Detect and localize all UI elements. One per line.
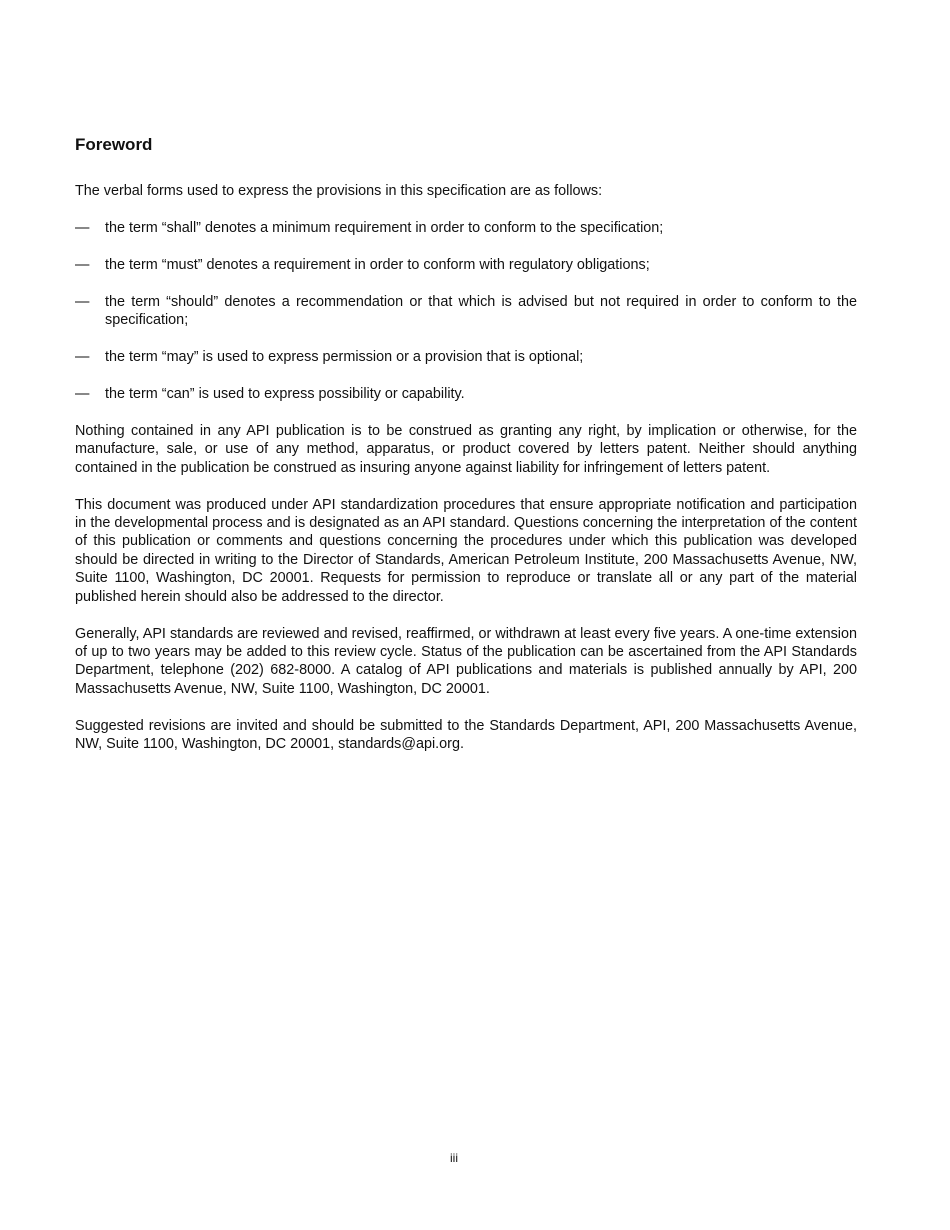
list-item-text: the term “shall” denotes a minimum requirement in order to conform to the specification; <box>105 219 664 236</box>
intro-paragraph: The verbal forms used to express the provisions in this specification are as follows: <box>75 183 603 199</box>
patent-paragraph: Nothing contained in any API publication is to be construed as granting any right, by implication or otherwise, for the manufacture, sale, or use of any method, apparatus, or product covered by letters patent. Neither should anything contained in the publication be construed as insuring anyone against liability for infringement of letters patent. <box>75 422 857 476</box>
verbal-forms-list <box>75 219 857 403</box>
page-title: Foreword <box>75 135 153 154</box>
list-item-text: the term “may” is used to express permission or a provision that is optional; <box>105 349 584 366</box>
list-item <box>75 293 857 330</box>
review-cycle-paragraph: Generally, API standards are reviewed and revised, reaffirmed, or withdrawn at least every five years. A one-time extension of up to two years may be added to this review cycle. Status of the publication can be ascertained from the API Standards Department, telephone (202) 682-8000. A catalog of API publications and materials is published annually by API, 200 Massachusetts Avenue, NW, Suite 1100, Washington, DC 20001. <box>75 625 857 697</box>
document-page <box>75 0 857 1230</box>
list-dash: — <box>75 219 90 236</box>
document-body <box>75 182 857 772</box>
list-item <box>75 256 857 274</box>
list-dash: — <box>75 349 90 366</box>
list-item-text: the term “should” denotes a recommendation or that which is advised but not required in order to conform to the specification; <box>105 293 857 329</box>
list-item-text: the term “can” is used to express possibility or capability. <box>105 385 465 402</box>
standardization-paragraph: This document was produced under API standardization procedures that ensure appropriate notification and participation in the developmental process and is designated as an API standard. Questions concerning the interpretation of the content of this publication or comments and questions concerning the procedures under which this publication was developed should be directed in writing to the Director of Standards, American Petroleum Institute, 200 Massachusetts Avenue, NW, Suite 1100, Washington, DC 20001. Requests for permission to reproduce or translate all or any part of the material published herein should also be addressed to the director. <box>75 496 857 605</box>
revisions-paragraph: Suggested revisions are invited and should be submitted to the Standards Department, API, 200 Massachusetts Avenue, NW, Suite 1100, Washington, DC 20001, standards@api.org. <box>75 717 857 753</box>
list-dash: — <box>75 293 90 310</box>
list-item <box>75 348 857 366</box>
list-dash: — <box>75 256 90 273</box>
list-item <box>75 219 857 237</box>
list-item-text: the term “must” denotes a requirement in order to conform with regulatory obligations; <box>105 256 650 273</box>
list-dash: — <box>75 385 90 402</box>
page-number: iii <box>450 1151 458 1165</box>
list-item <box>75 385 857 403</box>
